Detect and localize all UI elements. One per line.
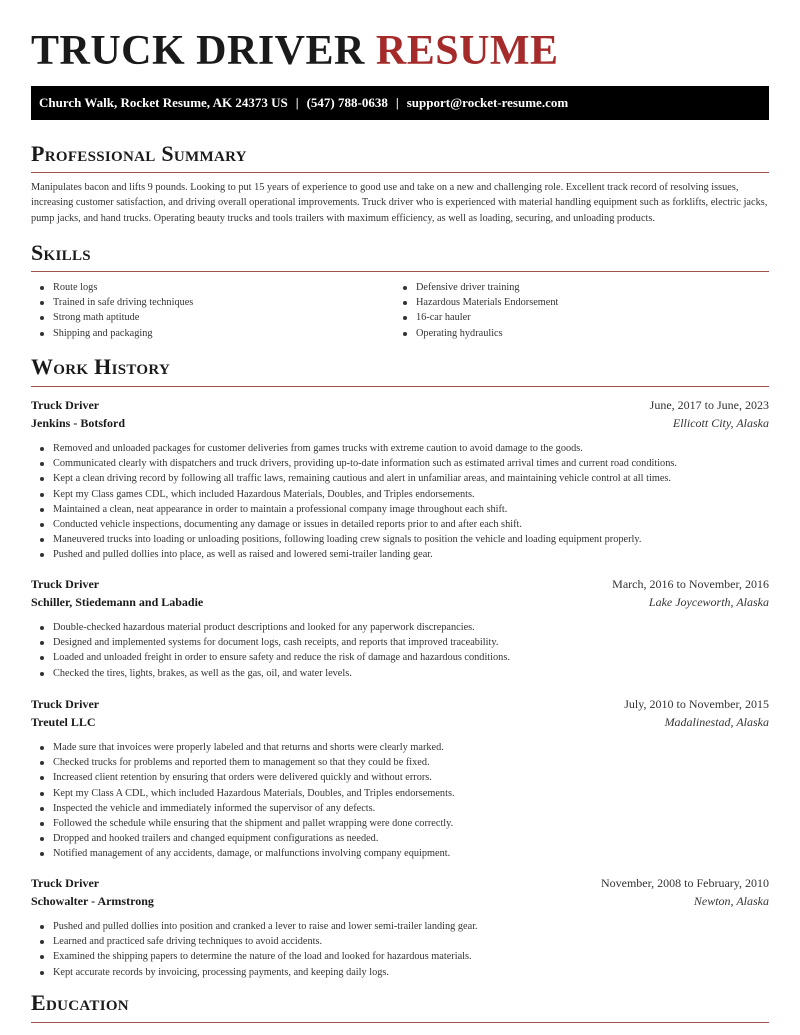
title-role: TRUCK DRIVER: [31, 28, 365, 74]
job-duty-item: Checked trucks for problems and reported them to management so that they could be fixed.: [31, 755, 769, 770]
job-duty-item: Kept my Class A CDL, which included Hazardous Materials, Doubles, and Triples endorsements.: [31, 786, 769, 801]
job-duties-list: [31, 441, 769, 563]
skill-item: Route logs: [31, 280, 391, 295]
job-duty-item: Kept a clean driving record by following all traffic laws, remaining cautious and alert in unfamiliar areas, and maintaining vehicle control at all times.: [31, 471, 769, 486]
job-duties-list: [31, 740, 769, 862]
skill-item: Trained in safe driving techniques: [31, 295, 391, 310]
job-location: Lake Joyceworth, Alaska: [648, 595, 769, 609]
job-duties-list: [31, 620, 769, 681]
job-location: Madalinestad, Alaska: [664, 715, 769, 729]
section-heading-summary: Professional Summary: [31, 141, 247, 166]
skill-item: Shipping and packaging: [31, 326, 391, 341]
skills-list-left: [31, 280, 391, 341]
skills-list-right: [394, 280, 754, 341]
job-header-row: [31, 874, 769, 892]
section-heading-education: Education: [31, 990, 129, 1015]
skill-item: Hazardous Materials Endorsement: [394, 295, 754, 310]
job-duty-item: Double-checked hazardous material product descriptions and looked for any paperwork discrepancies.: [31, 620, 769, 635]
job-duty-item: Pushed and pulled dollies into position and cranked a lever to raise and lower semi-trailer landing gear.: [31, 919, 769, 934]
contact-email[interactable]: support@rocket-resume.com: [406, 95, 569, 110]
job-title: Truck Driver: [31, 697, 100, 711]
job-duty-item: Designed and implemented systems for document logs, cash receipts, and reports that improved traceability.: [31, 635, 769, 650]
job-dates: March, 2016 to November, 2016: [612, 577, 769, 591]
job-dates: November, 2008 to February, 2010: [600, 876, 769, 890]
job-duty-item: Loaded and unloaded freight in order to ensure safety and reduce the risk of damage and hazardous conditions.: [31, 650, 769, 665]
job-header-row: [31, 396, 769, 414]
skill-item: Defensive driver training: [394, 280, 754, 295]
job-duty-item: Kept my Class games CDL, which included Hazardous Materials, Doubles, and Triples endorsements.: [31, 487, 769, 502]
skill-item: 16-car hauler: [394, 310, 754, 325]
contact-separator: |: [395, 95, 399, 110]
job-duty-item: Dropped and hooked trailers and changed equipment configurations as needed.: [31, 831, 769, 846]
job-title: Truck Driver: [31, 398, 100, 412]
job-company: Schiller, Stiedemann and Labadie: [31, 595, 204, 609]
section-divider: [31, 172, 769, 173]
contact-address: Church Walk, Rocket Resume, AK 24373 US: [39, 95, 288, 110]
job-duty-item: Notified management of any accidents, damage, or malfunctions involving company equipment.: [31, 846, 769, 861]
job-entry: [31, 396, 769, 563]
section-heading-skills: Skills: [31, 240, 91, 265]
job-entry: [31, 695, 769, 862]
job-duty-item: Inspected the vehicle and immediately informed the supervisor of any defects.: [31, 801, 769, 816]
contact-phone[interactable]: (547) 788-0638: [306, 95, 388, 110]
job-duty-item: Removed and unloaded packages for customer deliveries from games trucks with extreme caution to avoid damage to the goods.: [31, 441, 769, 456]
job-header-row: [31, 575, 769, 593]
job-company-row: [31, 414, 769, 432]
job-location: Newton, Alaska: [693, 894, 769, 908]
job-duties-list: [31, 919, 769, 980]
skill-item: Strong math aptitude: [31, 310, 391, 325]
title-resume-word: RESUME: [375, 28, 559, 74]
section-divider: [31, 386, 769, 387]
job-duty-item: Maneuvered trucks into loading or unloading positions, following loading crew signals to position the vehicle and loading equipment properly.: [31, 532, 769, 547]
job-company-row: [31, 713, 769, 731]
summary-text: Manipulates bacon and lifts 9 pounds. Looking to put 15 years of experience to good use and take on a new and challenging role. Excellent track record of resolving issues, increasing customer satisfaction, and driving overall operational improvements. Truck driver who is experienced with material handling equipment such as forklifts, electric jacks, pump jacks, and hand trucks. Operating beauty trucks and tools trailers with maximum efficiency, as well as loading, securing, and unloading products.: [31, 182, 768, 224]
job-company-row: [31, 892, 769, 910]
job-duty-item: Kept accurate records by invoicing, processing payments, and keeping daily logs.: [31, 965, 769, 980]
job-dates: June, 2017 to June, 2023: [649, 398, 769, 412]
job-company: Treutel LLC: [31, 715, 96, 729]
skill-item: Operating hydraulics: [394, 326, 754, 341]
job-entry: [31, 575, 769, 681]
job-duty-item: Conducted vehicle inspections, documenting any damage or issues in detailed reports prior to and after each shift.: [31, 517, 769, 532]
job-duty-item: Increased client retention by ensuring that orders were delivered quickly and without errors.: [31, 770, 769, 785]
job-duty-item: Pushed and pulled dollies into place, as well as raised and lowered semi-trailer landing gear.: [31, 547, 769, 562]
contact-bar: [31, 86, 769, 120]
job-duty-item: Made sure that invoices were properly labeled and that returns and shorts were clearly marked.: [31, 740, 769, 755]
job-company: Schowalter - Armstrong: [31, 894, 154, 908]
job-title: Truck Driver: [31, 577, 100, 591]
section-heading-work-history: Work History: [31, 354, 171, 379]
job-dates: July, 2010 to November, 2015: [624, 697, 769, 711]
job-duty-item: Followed the schedule while ensuring that the shipment and pallet wrapping were done correctly.: [31, 816, 769, 831]
job-duty-item: Examined the shipping papers to determine the nature of the load and looked for hazardous materials.: [31, 949, 769, 964]
job-location: Ellicott City, Alaska: [672, 416, 769, 430]
job-entry: [31, 874, 769, 980]
contact-separator: |: [295, 95, 299, 110]
job-duty-item: Maintained a clean, neat appearance in order to maintain a professional company image throughout each shift.: [31, 502, 769, 517]
section-divider: [31, 271, 769, 272]
resume-title: [31, 26, 559, 76]
section-divider: [31, 1022, 769, 1023]
job-company-row: [31, 593, 769, 611]
job-duty-item: Checked the tires, lights, brakes, as well as the gas, oil, and water levels.: [31, 666, 769, 681]
job-company: Jenkins - Botsford: [31, 416, 126, 430]
job-title: Truck Driver: [31, 876, 100, 890]
job-duty-item: Communicated clearly with dispatchers and truck drivers, providing up-to-date information such as estimated arrival times and current road conditions.: [31, 456, 769, 471]
job-duty-item: Learned and practiced safe driving techniques to avoid accidents.: [31, 934, 769, 949]
job-header-row: [31, 695, 769, 713]
